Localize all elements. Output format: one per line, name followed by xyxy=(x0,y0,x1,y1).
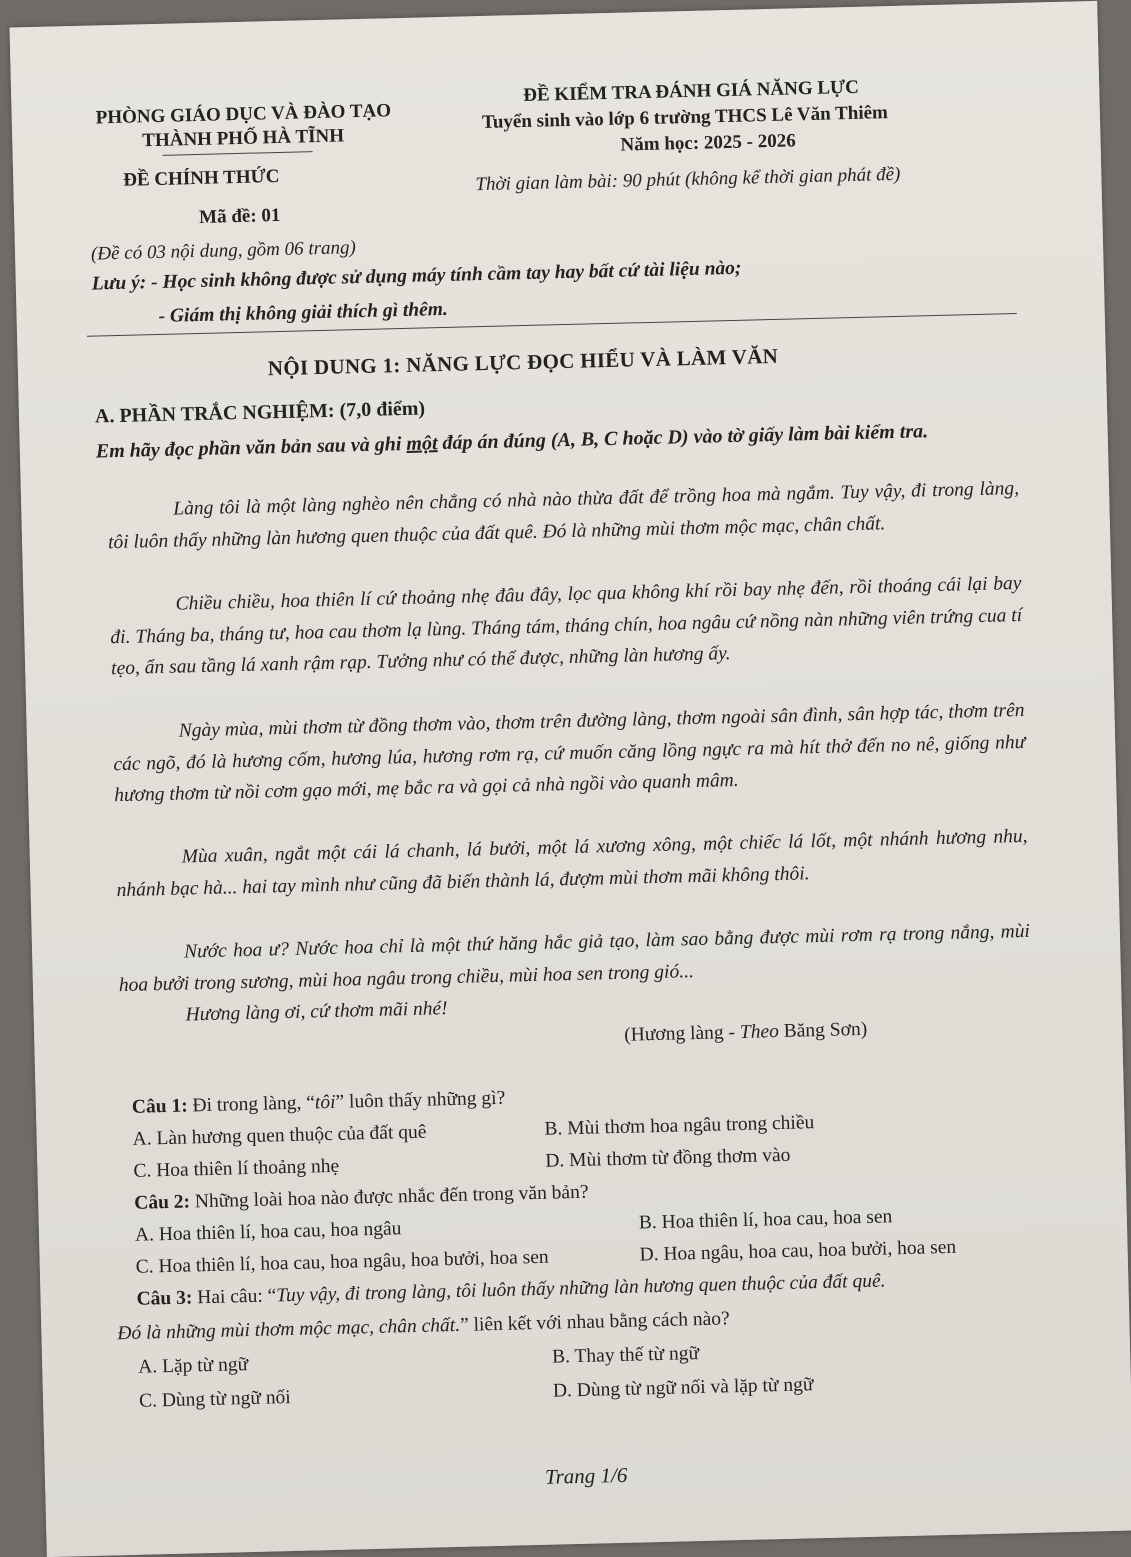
source-title: (Hương làng - xyxy=(624,1021,741,1046)
exam-page xyxy=(9,1,1131,1557)
passage-paragraph-5: Nước hoa ư? Nước hoa chỉ là một thứ hăng hắc giả tạo, làm sao bằng được mùi rơm rạ trong nắng, mùi hoa bưởi trong sương, mùi hoa ngâu trong chiều, mùi hoa sen trong gió... xyxy=(118,920,1031,996)
question-3-quote-2: Đó là những mùi thơm mộc mạc, chân chất. xyxy=(117,1314,461,1345)
exam-title: ĐỀ KIỂM TRA ĐÁNH GIÁ NĂNG LỰC xyxy=(523,76,860,106)
question-1-option-d: D. Mùi thơm từ đồng thơm vào xyxy=(545,1144,791,1172)
passage-paragraph-1: Làng tôi là một làng nghèo nên chẳng có nhà nào thừa đất để trồng hoa mà ngắm. Tuy vậy, đi trong làng, tôi luôn thấy những làn hương quen thuộc của đất quê. Đó là những mùi thơm mộc mạc, chân chất. xyxy=(107,477,1020,553)
passage-paragraph-4: Mùa xuân, ngắt một cái lá chanh, lá bưởi, một lá xương xông, một chiếc lá lốt, một nhánh hương nhu, nhánh bạc hà... hai tay mình như cũng đã biến thành lá, đượm mùi thơm mãi không thôi. xyxy=(116,825,1028,901)
question-2-option-a: A. Hoa thiên lí, hoa cau, hoa ngâu xyxy=(134,1218,402,1246)
question-2-option-c: C. Hoa thiên lí, hoa cau, hoa ngâu, hoa bưởi, hoa sen xyxy=(135,1246,549,1278)
exam-duration: Thời gian làm bài: 90 phút (không kể thời gian phát đề) xyxy=(475,163,901,196)
question-3-label: Câu 3: xyxy=(136,1287,193,1310)
question-1-option-b: B. Mùi thơm hoa ngâu trong chiều xyxy=(544,1112,815,1140)
question-1 xyxy=(132,1088,506,1119)
question-3-text-end: ” liên kết với nhau bằng cách nào? xyxy=(459,1308,730,1336)
official-label: ĐỀ CHÍNH THỨC xyxy=(122,165,280,191)
question-1-italic: tôi xyxy=(314,1091,336,1114)
part-a-heading: A. PHẦN TRẮC NGHIỆM: (7,0 điểm) xyxy=(94,397,426,428)
exam-code: Mã đề: 01 xyxy=(198,204,281,228)
question-3-option-a: A. Lặp từ ngữ xyxy=(137,1354,249,1378)
question-2-label: Câu 2: xyxy=(133,1191,191,1214)
exam-subtitle: Tuyển sinh vào lớp 6 trường THCS Lê Văn Thiêm xyxy=(481,102,889,134)
question-3-option-c: C. Dùng từ ngữ nối xyxy=(138,1387,291,1412)
question-2-text: Những loài hoa nào được nhắc đến trong văn bản? xyxy=(189,1181,589,1213)
note-line-1: Lưu ý: - Học sinh không được sử dụng máy tính cầm tay hay bất cứ tài liệu nào; xyxy=(91,257,742,295)
question-3-option-d: D. Dùng từ ngữ nối và lặp từ ngữ xyxy=(552,1374,814,1402)
question-3-option-b: B. Thay thế từ ngữ xyxy=(551,1343,700,1368)
passage-source xyxy=(624,1019,867,1047)
passage-paragraph-2: Chiều chiều, hoa thiên lí cứ thoảng nhẹ đâu đây, lọc qua không khí rồi bay nhẹ đến, rồi thoáng cái lại bay đi. Tháng ba, tháng tư, hoa cau thơm lạ lùng. Tháng tám, tháng chín, hoa ngâu cứ nồng nàn những viên trứng cua tí tẹo, ẩn sau tầng lá xanh rậm rạp. Tưởng như có thể được, những làn hương ấy. xyxy=(110,572,1023,680)
school-year: Năm học: 2025 - 2026 xyxy=(620,130,796,156)
question-1-option-a: A. Làn hương quen thuộc của đất quê xyxy=(132,1121,427,1150)
source-theo: Theo xyxy=(739,1021,780,1043)
passage-paragraph-6: Hương làng ơi, cứ thơm mãi nhé! xyxy=(185,998,448,1026)
department-city: THÀNH PHỐ HÀ TĨNH xyxy=(142,125,345,152)
note-line-2: - Giám thị không giải thích gì thêm. xyxy=(158,298,449,327)
question-2-option-d: D. Hoa ngâu, hoa cau, hoa bưởi, hoa sen xyxy=(639,1236,957,1266)
question-3-quote-1: Tuy vậy, đi trong làng, tôi luôn thấy những làn hương quen thuộc của đất quê. xyxy=(276,1270,886,1307)
question-3-line-2 xyxy=(117,1308,730,1345)
question-2 xyxy=(134,1182,589,1215)
question-3-text: Hai câu: “ xyxy=(192,1285,277,1309)
page-number: Trang 1/6 xyxy=(544,1462,628,1489)
instruction-text-end: đáp án đúng (A, B, C hoặc D) vào tờ giấy làm bài kiểm tra. xyxy=(437,420,929,455)
instruction-text: Em hãy đọc phần văn bản sau và ghi xyxy=(95,432,407,463)
header-underline-left xyxy=(163,151,313,156)
instruction-emphasis: một xyxy=(406,432,438,455)
department-name: PHÒNG GIÁO DỤC VÀ ĐÀO TẠO xyxy=(95,100,392,129)
question-1-text: Đi trong làng, “ xyxy=(187,1092,316,1117)
question-1-text-end: ” luôn thấy những gì? xyxy=(335,1087,506,1113)
question-2-option-b: B. Hoa thiên lí, hoa cau, hoa sen xyxy=(638,1206,893,1234)
source-author: Băng Sơn) xyxy=(778,1018,868,1043)
question-1-label: Câu 1: xyxy=(131,1095,188,1118)
pages-note: (Đề có 03 nội dung, gồm 06 trang) xyxy=(90,237,357,265)
section-title: NỘI DUNG 1: NĂNG LỰC ĐỌC HIỂU VÀ LÀM VĂN xyxy=(267,343,779,381)
passage-paragraph-3: Ngày mùa, mùi thơm từ đồng thơm vào, thơm trên đường làng, thơm ngoài sân đình, sân hợp tác, thơm trên các ngõ, đó là hương cốm, hương lúa, hương rơm rạ, cứ muốn căng lồng ngực ra mà hít thở đến no nê, giống như hương thơm từ nồi cơm gạo mới, mẹ bắc ra và gọi cả nhà ngồi vào quanh mâm. xyxy=(113,699,1026,807)
question-1-option-c: C. Hoa thiên lí thoảng nhẹ xyxy=(133,1155,340,1182)
